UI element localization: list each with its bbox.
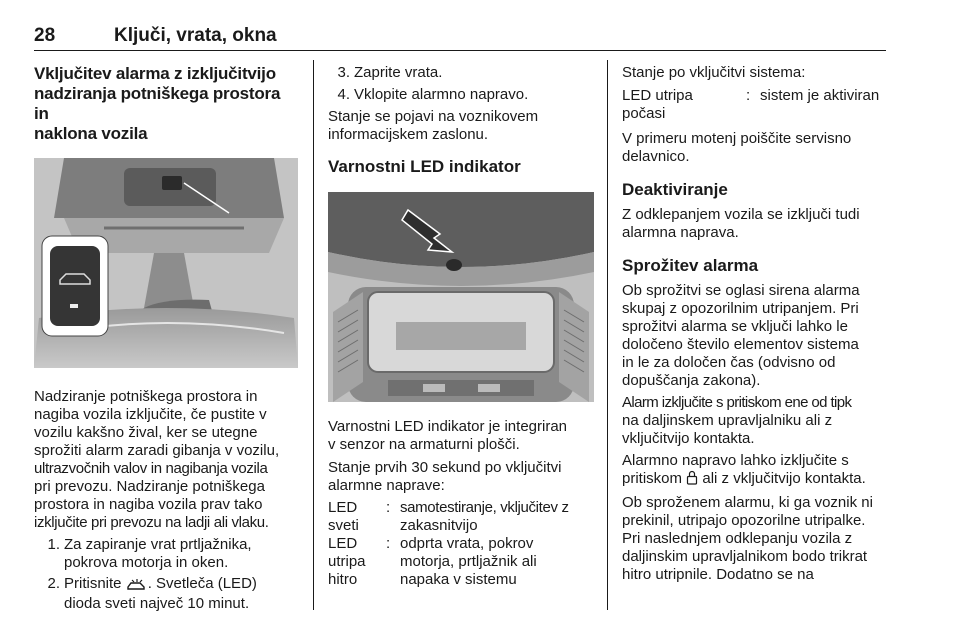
status-paragraph: Stanje se pojavi na voznikovem informacijskem zaslonu. [328,108,539,143]
table-row: LED utripa hitro : odprta vrata, pokrov motorja, prtljažnik ali napaka v sistemu [328,535,537,588]
chapter-title: Ključi, vrata, okna [114,25,277,46]
led-description: Varnostni LED indikator je integriran v senzor na armaturni plošči. [328,418,568,453]
table-row: LED sveti : samotestiranje, vključitev z zakasnitvijo [328,499,569,534]
alarm-button-photo [34,158,298,368]
list-item: 1. Za zapiranje vrat prtljažnika, pokrova motorja in oken. [47,536,252,571]
steps-list [328,64,594,104]
led-state-table [622,87,879,123]
button-paragraph: Alarmno napravo lahko izključite s pritiskom ali z vključitvijo kontakta. [622,452,888,490]
section-heading: Sprožitev alarma [622,256,759,275]
section-heading: Varnostni LED indikator [328,157,521,176]
led-indicator-photo [328,192,594,402]
car-alarm-icon [126,577,148,595]
page-header [34,22,886,51]
status-after-activation: Stanje po vključitvi sistema: [622,64,806,81]
column-middle [328,64,594,589]
table-row: LED utripa počasi : sistem je aktiviran [622,87,880,122]
lock-icon [686,470,698,490]
trigger-paragraph: Ob sprožitvi se oglasi sirena alarma skupaj z opozorilnim utripanjem. Pri sprožitvi alarma se vključi lahko le določeno število elementov sistema in le za določen čas (odvisno od dopuščanja zakona). [622,282,860,389]
led-state-table [328,499,569,589]
steps-list [34,536,298,613]
column-divider [607,60,608,610]
page-number: 28 [34,25,56,46]
column-left [34,64,298,613]
keyfob-paragraph: Alarm izključite s pritiskom ene od tipk na daljinskem upravljalniku ali z vključitvijo kontakta. [622,394,852,447]
list-item: 4. Vklopite alarmno napravo. [337,86,529,103]
deactivation-paragraph: Z odklepanjem vozila se izključi tudi alarmna naprava. [622,206,860,241]
column-right [622,64,888,584]
service-paragraph: V primeru motenj poiščite servisno delavnico. [622,130,852,165]
list-item: 2. Pritisnite . Svetleča (LED) dioda sveti največ 10 minut. [47,575,257,612]
section-heading: Deaktiviranje [622,180,728,199]
state-first-30s: Stanje prvih 30 sekund po vključitvi alarmne naprave: [328,459,562,494]
intro-paragraph: Nadziranje potniškega prostora in nagiba vozila izključite, če pustite v vozilu kakšno žival, ker se utegne sprožiti alarm zaradi gibanja v vozilu, ultrazvočnih valov in nagibanja vozila pri prevozu. Nadziranje potniškega prostora in nagiba vozila prav tako izključite pri prevozu na ladji ali vlaku. [34,388,280,531]
list-item: 3. Zaprite vrata. [337,64,443,81]
section-heading: Vključitev alarma z izključitvijo nadziranja potniškega prostora in naklona vozila [34,64,281,143]
column-divider [313,60,314,610]
alarm-trigger-paragraph: Ob sproženem alarmu, ki ga voznik ni prekinil, utripajo opozorilne utripalke. Pri naslednjem odklepanju vozila z daljinskim upravljalnikom bodo trikrat hitro utripnile. Dodatno se na [622,494,873,583]
